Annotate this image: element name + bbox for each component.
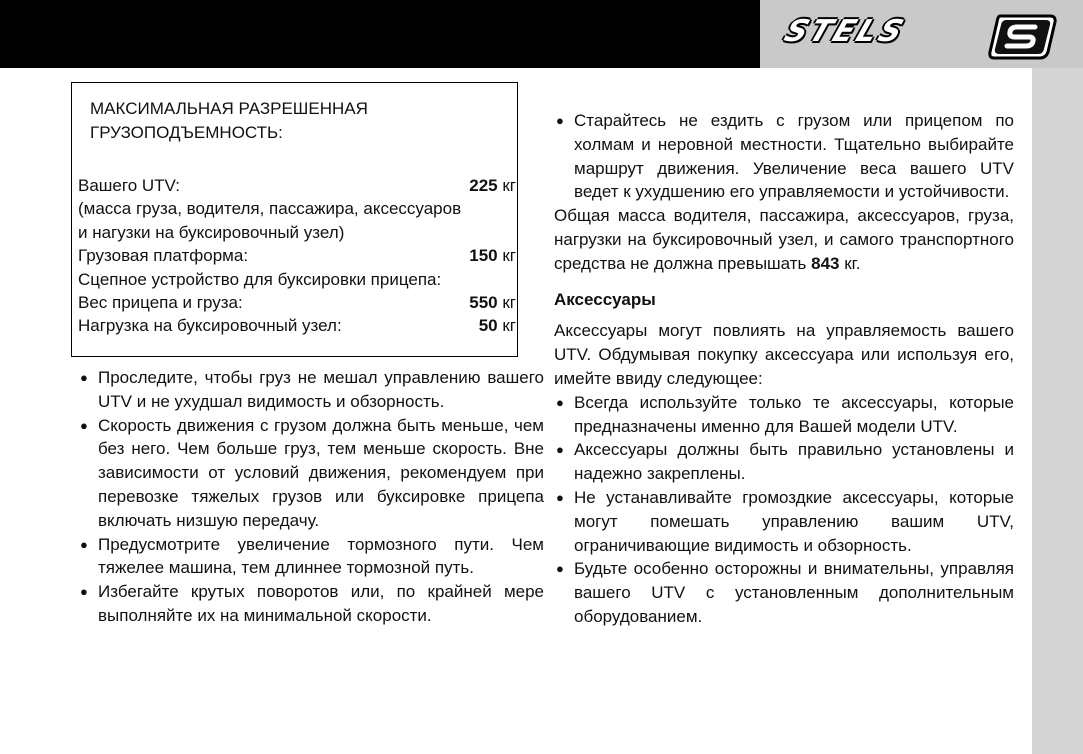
list-item: ● Не устанавливайте громоздкие аксессуары, которые могут помешать управлению вашим UTV, ограничивающие видимость и обзорность. xyxy=(554,486,1014,557)
brand-logo: STELS xyxy=(779,14,911,49)
spec-row xyxy=(78,314,516,337)
spec-row xyxy=(78,197,516,220)
spec-row xyxy=(78,174,516,197)
stels-s-emblem-icon xyxy=(988,12,1058,60)
spec-value: 150 кг xyxy=(469,246,516,266)
left-column xyxy=(78,366,544,628)
spec-label: Грузовая платформа: xyxy=(78,246,249,266)
list-item: ● Скорость движения с грузом должна быть меньше, чем без него. Чем больше груз, тем меньше скорость. Вне зависимости от условий движения, рекомендуем при перевозке тяжелых грузов или буксировке прицепа включать низшую передачу. xyxy=(78,414,544,533)
accessories-heading: Аксессуары xyxy=(554,289,656,309)
brand-logo-area xyxy=(760,0,1083,68)
spec-label: Нагрузка на буксировочный узел: xyxy=(78,316,342,336)
total-mass-value: 843 xyxy=(811,253,840,273)
max-load-title xyxy=(90,97,368,145)
list-item: ● Старайтесь не ездить с грузом или прицепом по холмам и неровной местности. Тщательно выбирайте маршрут движения. Увеличение веса вашего UTV ведет к ухудшению его управляемости и устойчивости. xyxy=(554,109,1014,204)
list-item: ● Будьте особенно осторожны и внимательны, управляя вашего UTV с установленным дополнительным оборудованием. xyxy=(554,557,1014,628)
spec-label: и нагузки на буксировочный узел) xyxy=(78,222,345,242)
list-item: ● Аксессуары должны быть правильно установлены и надежно закреплены. xyxy=(554,438,1014,486)
page-side-tab xyxy=(1032,68,1083,754)
right-column xyxy=(554,109,1014,629)
max-load-title-line-2: ГРУЗОПОДЪЕМНОСТЬ: xyxy=(90,123,283,142)
total-mass-paragraph xyxy=(554,204,1014,275)
max-load-rows xyxy=(78,174,516,338)
spec-label: Вес прицепа и груза: xyxy=(78,293,243,313)
accessories-intro: Аксессуары могут повлиять на управляемость вашего UTV. Обдумывая покупку аксессуара или используя его, имейте ввиду следующее: xyxy=(554,321,1014,388)
spec-label: Вашего UTV: xyxy=(78,176,180,195)
list-item: ● Предусмотрите увеличение тормозного пути. Чем тяжелее машина, тем длиннее тормозной путь. xyxy=(78,533,544,581)
spec-label: (масса груза, водителя, пассажира, аксессуаров xyxy=(78,199,462,219)
list-item: ● Всегда используйте только те аксессуары, которые предназначены именно для Вашей модели UTV. xyxy=(554,391,1014,439)
spec-row xyxy=(78,291,516,314)
max-load-title-line-1: МАКСИМАЛЬНАЯ РАЗРЕШЕННАЯ xyxy=(90,99,368,118)
spec-row xyxy=(78,221,516,244)
header-bar xyxy=(0,0,760,68)
spec-row xyxy=(78,268,516,291)
spec-label: Сцепное устройство для буксировки прицепа: xyxy=(78,269,442,289)
max-load-box xyxy=(71,82,518,357)
spec-value: 225 кг xyxy=(469,176,516,195)
total-mass-text: Общая масса водителя, пассажира, аксессуаров, груза, нагрузки на буксировочный узел, и самого транспортного средства не должна превышать xyxy=(554,206,1014,273)
list-item: ● Избегайте крутых поворотов или, по крайней мере выполняйте их на минимальной скорости. xyxy=(78,580,544,628)
list-item: ● Проследите, чтобы груз не мешал управлению вашего UTV и не ухудшал видимость и обзорность. xyxy=(78,366,544,414)
spec-value: 550 кг xyxy=(469,293,516,313)
total-mass-unit: кг. xyxy=(839,253,861,273)
spec-value: 50 кг xyxy=(478,316,516,336)
spec-row xyxy=(78,244,516,267)
